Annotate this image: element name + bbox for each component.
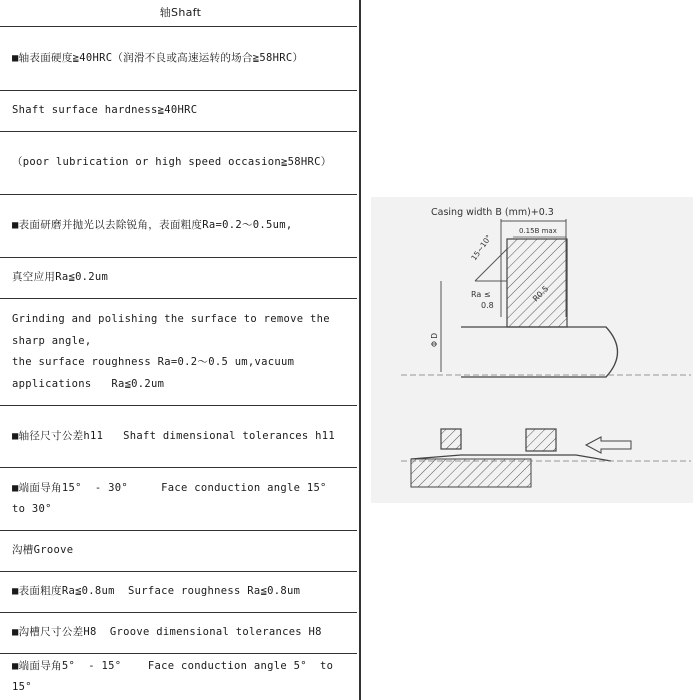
row-text: 真空应用Ra≦0.2um (12, 271, 109, 284)
row-text: 沟槽Groove (12, 544, 74, 557)
seal-section-right (526, 429, 556, 451)
table-row (0, 195, 357, 258)
table-row (0, 572, 357, 613)
row-text: Grinding and polishing the surface to remove the sharp angle, the surface roughness Ra=0.2～0.5 um,vacuum applications Ra≦0.2um (12, 313, 330, 390)
ra-value: 0.8 (481, 301, 494, 310)
diameter-casing-label: Φ D (430, 332, 439, 347)
angle-label: 15~10° (469, 233, 494, 263)
table-row (0, 654, 357, 700)
table-row (0, 27, 357, 91)
drawing-svg (371, 197, 693, 503)
table-row (0, 468, 357, 531)
row-text: ■轴表面硬度≧40HRC（润滑不良或高速运转的场合≧58HRC） (12, 51, 304, 64)
table-row (0, 91, 357, 132)
row-text: ■轴径尺寸公差h11 Shaft dimensional tolerances h11 (12, 429, 336, 442)
table-row (0, 531, 357, 572)
max-gap-label: 0.15B max (519, 227, 557, 235)
housing-section (507, 239, 567, 327)
table-row (0, 299, 357, 406)
casing-width-label: Casing width B (mm)+0.3 (431, 207, 554, 218)
header-text: 轴Shaft (159, 6, 202, 20)
row-text: ■端面导角5° - 15° Face conduction angle 5° to 15° (12, 659, 340, 693)
ra-label: Ra ≤ (471, 290, 491, 299)
row-text: Shaft surface hardness≧40HRC (12, 104, 198, 117)
seal-section-left (441, 429, 461, 449)
table-row (0, 613, 357, 654)
table-row (0, 258, 357, 299)
table-row (0, 132, 357, 195)
row-text: ■表面粗度Ra≦0.8um Surface roughness Ra≦0.8um (12, 585, 301, 598)
radius-label: R0.5 (531, 284, 551, 304)
row-text: ■端面导角15° - 30° Face conduction angle 15° to 30° (12, 481, 340, 515)
row-text: ■表面研磨并抛光以去除锐角，表面粗度Ra=0.2～0.5um, (12, 219, 293, 232)
row-text: （poor lubrication or high speed occasion≧58HRC） (12, 156, 332, 169)
shaft-outline (461, 327, 618, 377)
technical-drawing (371, 197, 693, 503)
row-text: ■沟槽尺寸公差H8 Groove dimensional tolerances H8 (12, 626, 322, 639)
table-header-shaft (0, 0, 357, 27)
groove-section (411, 459, 531, 487)
pressure-arrow-icon (586, 437, 631, 453)
table-row (0, 406, 357, 468)
